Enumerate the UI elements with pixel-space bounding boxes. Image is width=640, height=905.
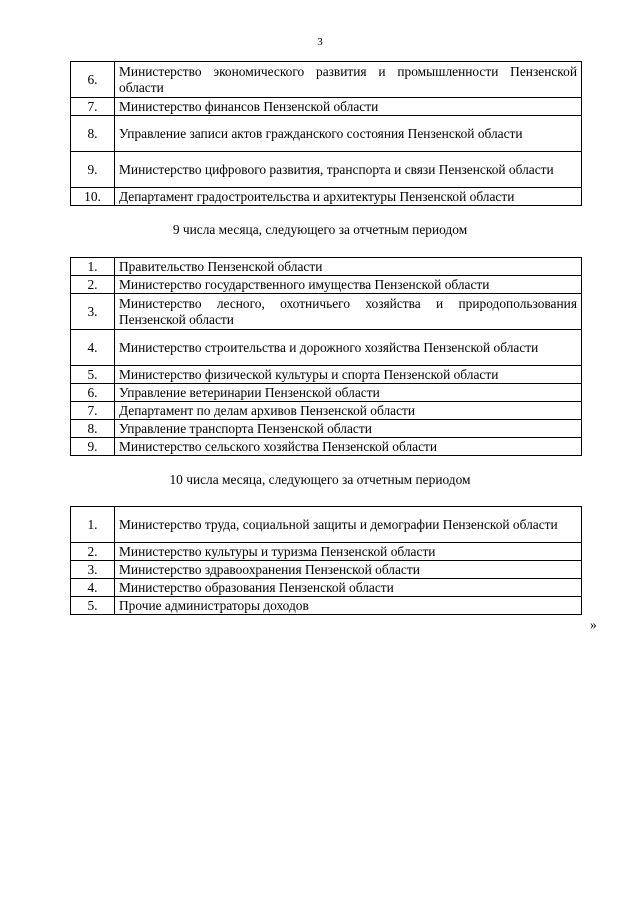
row-name: Правительство Пензенской области <box>115 258 582 276</box>
table-row <box>71 384 582 402</box>
row-number: 1. <box>71 507 115 543</box>
row-number: 2. <box>71 276 115 294</box>
row-number: 10. <box>71 188 115 206</box>
row-number: 4. <box>71 579 115 597</box>
row-number: 9. <box>71 152 115 188</box>
row-number: 7. <box>71 98 115 116</box>
row-number: 3. <box>71 294 115 330</box>
table-row <box>71 62 582 98</box>
row-number: 5. <box>71 366 115 384</box>
row-name: Министерство экономического развития и промышленности Пензенской области <box>115 62 582 98</box>
closing-quote: » <box>590 617 597 632</box>
row-number: 8. <box>71 420 115 438</box>
row-number: 7. <box>71 402 115 420</box>
row-name: Управление ветеринарии Пензенской области <box>115 384 582 402</box>
table-row <box>71 507 582 543</box>
table-row <box>71 116 582 152</box>
table-row <box>71 579 582 597</box>
table-row <box>71 402 582 420</box>
row-name: Прочие администраторы доходов <box>115 597 582 615</box>
row-number: 9. <box>71 438 115 456</box>
table-row <box>71 258 582 276</box>
row-name: Министерство труда, социальной защиты и демографии Пензенской области <box>115 507 582 543</box>
row-number: 5. <box>71 597 115 615</box>
table-row <box>71 152 582 188</box>
row-name: Министерство лесного, охотничьего хозяйства и природопользования Пензенской области <box>115 294 582 330</box>
row-number: 2. <box>71 543 115 561</box>
row-name: Министерство физической культуры и спорта Пензенской области <box>115 366 582 384</box>
row-name: Министерство строительства и дорожного хозяйства Пензенской области <box>115 330 582 366</box>
table-row <box>71 276 582 294</box>
table-row <box>71 561 582 579</box>
row-name: Департамент градостроительства и архитектуры Пензенской области <box>115 188 582 206</box>
row-name: Управление записи актов гражданского состояния Пензенской области <box>115 116 582 152</box>
table-row <box>71 597 582 615</box>
administrators-table-9th <box>70 257 582 456</box>
row-name: Управление транспорта Пензенской области <box>115 420 582 438</box>
row-name: Министерство здравоохранения Пензенской области <box>115 561 582 579</box>
row-number: 6. <box>71 384 115 402</box>
row-name: Министерство цифрового развития, транспорта и связи Пензенской области <box>115 152 582 188</box>
row-number: 3. <box>71 561 115 579</box>
row-name: Министерство финансов Пензенской области <box>115 98 582 116</box>
row-number: 6. <box>71 62 115 98</box>
row-number: 1. <box>71 258 115 276</box>
table-row <box>71 543 582 561</box>
table-row <box>71 438 582 456</box>
table-row <box>71 420 582 438</box>
page-number: 3 <box>317 36 323 48</box>
row-name: Министерство сельского хозяйства Пензенской области <box>115 438 582 456</box>
administrators-table-continued <box>70 61 582 206</box>
row-name: Министерство государственного имущества Пензенской области <box>115 276 582 294</box>
table-row <box>71 188 582 206</box>
table-row <box>71 294 582 330</box>
row-name: Министерство образования Пензенской области <box>115 579 582 597</box>
row-name: Министерство культуры и туризма Пензенской области <box>115 543 582 561</box>
row-number: 8. <box>71 116 115 152</box>
row-name: Департамент по делам архивов Пензенской области <box>115 402 582 420</box>
administrators-table-10th <box>70 506 582 615</box>
section-heading-9th: 9 числа месяца, следующего за отчетным периодом <box>172 222 468 237</box>
table-row <box>71 366 582 384</box>
section-heading-10th: 10 числа месяца, следующего за отчетным периодом <box>169 472 471 487</box>
table-row <box>71 98 582 116</box>
row-number: 4. <box>71 330 115 366</box>
table-row <box>71 330 582 366</box>
